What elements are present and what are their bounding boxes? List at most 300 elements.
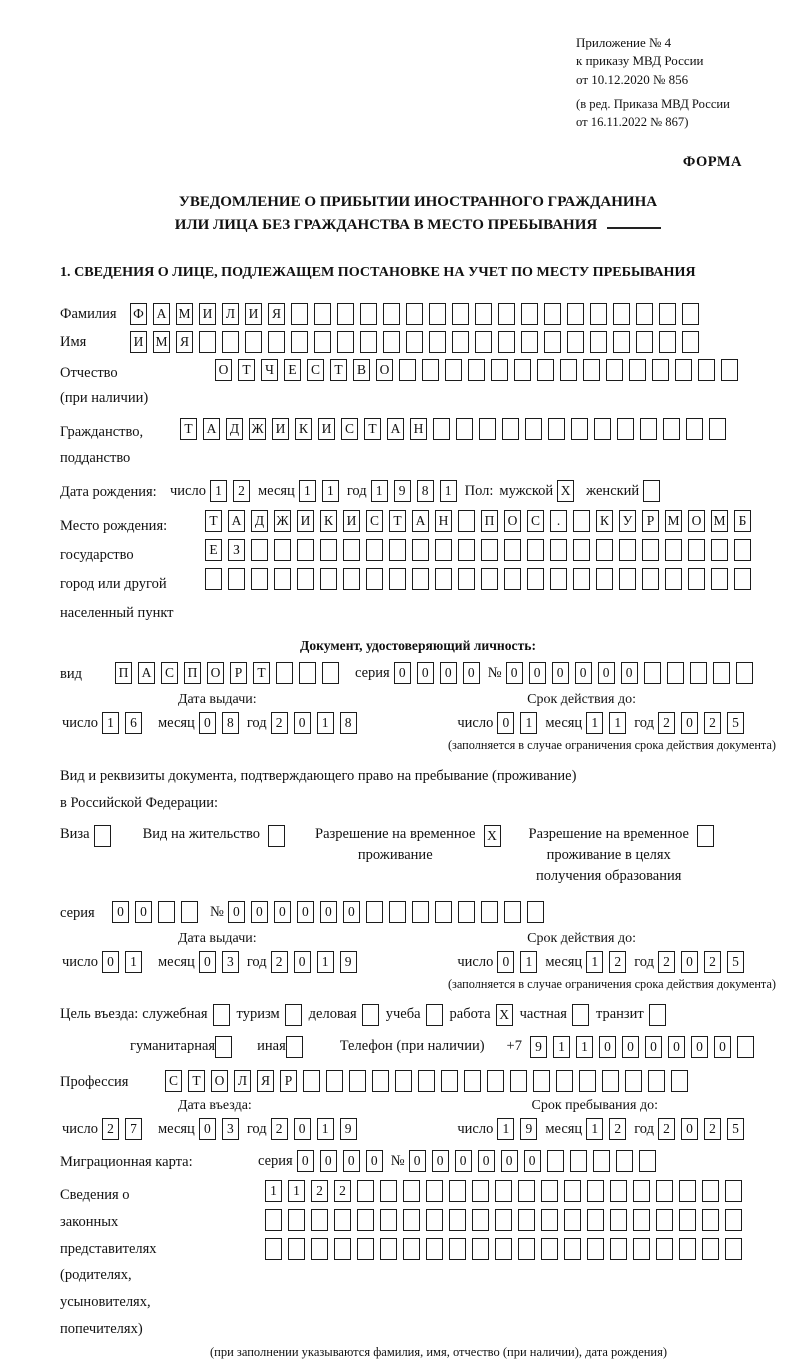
char-cell[interactable]: 0 — [529, 662, 546, 684]
char-cell[interactable]: Т — [253, 662, 270, 684]
char-cell[interactable] — [481, 568, 498, 590]
sex-female-checkbox[interactable] — [643, 480, 660, 502]
char-cell[interactable] — [228, 568, 245, 590]
char-cell[interactable]: 1 — [520, 951, 537, 973]
char-cell[interactable]: 0 — [691, 1036, 708, 1058]
char-cell[interactable]: 0 — [251, 901, 268, 923]
char-cell[interactable] — [445, 359, 462, 381]
char-cell[interactable] — [590, 331, 607, 353]
char-cell[interactable]: А — [387, 418, 404, 440]
char-cell[interactable] — [587, 1209, 604, 1231]
char-cell[interactable] — [320, 568, 337, 590]
char-cell[interactable] — [560, 359, 577, 381]
char-cell[interactable] — [268, 331, 285, 353]
char-cell[interactable] — [702, 1209, 719, 1231]
char-cell[interactable]: 1 — [288, 1180, 305, 1202]
char-cell[interactable] — [721, 359, 738, 381]
char-cell[interactable] — [274, 539, 291, 561]
char-cell[interactable]: Т — [389, 510, 406, 532]
char-cell[interactable]: Ф — [130, 303, 147, 325]
char-cell[interactable] — [583, 359, 600, 381]
char-cell[interactable] — [629, 359, 646, 381]
char-cell[interactable] — [472, 1209, 489, 1231]
char-cell[interactable]: 1 — [371, 480, 388, 502]
char-cell[interactable]: А — [138, 662, 155, 684]
char-cell[interactable] — [736, 662, 753, 684]
char-cell[interactable] — [633, 1180, 650, 1202]
char-cell[interactable]: 0 — [320, 901, 337, 923]
char-cell[interactable] — [458, 539, 475, 561]
char-cell[interactable] — [383, 303, 400, 325]
char-cell[interactable] — [709, 418, 726, 440]
char-cell[interactable] — [412, 539, 429, 561]
char-cell[interactable]: 1 — [210, 480, 227, 502]
char-cell[interactable] — [472, 1238, 489, 1260]
char-cell[interactable] — [734, 568, 751, 590]
char-cell[interactable] — [550, 568, 567, 590]
char-cell[interactable] — [468, 359, 485, 381]
char-cell[interactable]: А — [228, 510, 245, 532]
char-cell[interactable] — [343, 568, 360, 590]
char-cell[interactable] — [481, 901, 498, 923]
char-cell[interactable]: Л — [234, 1070, 251, 1092]
char-cell[interactable] — [518, 1238, 535, 1260]
char-cell[interactable] — [389, 568, 406, 590]
char-cell[interactable]: 0 — [199, 951, 216, 973]
char-cell[interactable] — [406, 303, 423, 325]
char-cell[interactable]: 0 — [455, 1150, 472, 1172]
char-cell[interactable] — [527, 539, 544, 561]
char-cell[interactable]: И — [272, 418, 289, 440]
char-cell[interactable]: П — [184, 662, 201, 684]
char-cell[interactable] — [399, 359, 416, 381]
char-cell[interactable] — [656, 1209, 673, 1231]
char-cell[interactable]: 0 — [497, 712, 514, 734]
char-cell[interactable]: 0 — [432, 1150, 449, 1172]
char-cell[interactable] — [222, 331, 239, 353]
char-cell[interactable] — [297, 539, 314, 561]
char-cell[interactable] — [633, 1238, 650, 1260]
char-cell[interactable] — [495, 1180, 512, 1202]
char-cell[interactable] — [682, 303, 699, 325]
char-cell[interactable]: 1 — [609, 712, 626, 734]
char-cell[interactable] — [688, 568, 705, 590]
char-cell[interactable]: 0 — [524, 1150, 541, 1172]
char-cell[interactable] — [596, 539, 613, 561]
char-cell[interactable] — [725, 1238, 742, 1260]
char-cell[interactable] — [158, 901, 175, 923]
char-cell[interactable]: 1 — [299, 480, 316, 502]
char-cell[interactable]: Ж — [249, 418, 266, 440]
char-cell[interactable]: Т — [205, 510, 222, 532]
char-cell[interactable]: 0 — [199, 1118, 216, 1140]
char-cell[interactable]: 2 — [658, 1118, 675, 1140]
char-cell[interactable] — [690, 662, 707, 684]
char-cell[interactable] — [441, 1070, 458, 1092]
char-cell[interactable] — [679, 1238, 696, 1260]
char-cell[interactable] — [639, 1150, 656, 1172]
purpose-humanitarian-checkbox[interactable] — [215, 1036, 232, 1058]
char-cell[interactable] — [311, 1238, 328, 1260]
char-cell[interactable] — [366, 901, 383, 923]
char-cell[interactable]: И — [199, 303, 216, 325]
char-cell[interactable] — [274, 568, 291, 590]
char-cell[interactable] — [616, 1150, 633, 1172]
char-cell[interactable] — [199, 331, 216, 353]
char-cell[interactable] — [596, 568, 613, 590]
char-cell[interactable] — [533, 1070, 550, 1092]
char-cell[interactable] — [659, 303, 676, 325]
char-cell[interactable]: 2 — [704, 951, 721, 973]
char-cell[interactable] — [495, 1238, 512, 1260]
char-cell[interactable]: Я — [257, 1070, 274, 1092]
char-cell[interactable] — [452, 331, 469, 353]
purpose-transit-checkbox[interactable] — [649, 1004, 666, 1026]
purpose-study-checkbox[interactable] — [426, 1004, 443, 1026]
char-cell[interactable]: Я — [268, 303, 285, 325]
char-cell[interactable] — [334, 1238, 351, 1260]
char-cell[interactable] — [395, 1070, 412, 1092]
char-cell[interactable] — [504, 568, 521, 590]
char-cell[interactable]: 0 — [343, 901, 360, 923]
char-cell[interactable] — [429, 303, 446, 325]
char-cell[interactable] — [656, 1238, 673, 1260]
char-cell[interactable]: 2 — [658, 951, 675, 973]
char-cell[interactable] — [360, 303, 377, 325]
char-cell[interactable] — [737, 1036, 754, 1058]
char-cell[interactable] — [564, 1238, 581, 1260]
char-cell[interactable]: О — [207, 662, 224, 684]
char-cell[interactable]: Ж — [274, 510, 291, 532]
char-cell[interactable]: 0 — [297, 1150, 314, 1172]
char-cell[interactable]: 0 — [497, 951, 514, 973]
char-cell[interactable]: Б — [734, 510, 751, 532]
char-cell[interactable]: 0 — [366, 1150, 383, 1172]
char-cell[interactable] — [525, 418, 542, 440]
char-cell[interactable] — [498, 303, 515, 325]
char-cell[interactable] — [587, 1238, 604, 1260]
char-cell[interactable]: Д — [251, 510, 268, 532]
char-cell[interactable] — [541, 1238, 558, 1260]
residence-permit-checkbox[interactable] — [268, 825, 285, 847]
char-cell[interactable]: 8 — [340, 712, 357, 734]
char-cell[interactable]: 0 — [440, 662, 457, 684]
char-cell[interactable] — [571, 418, 588, 440]
char-cell[interactable] — [297, 568, 314, 590]
char-cell[interactable] — [625, 1070, 642, 1092]
char-cell[interactable]: 1 — [125, 951, 142, 973]
char-cell[interactable]: 2 — [334, 1180, 351, 1202]
char-cell[interactable] — [481, 539, 498, 561]
char-cell[interactable] — [357, 1238, 374, 1260]
char-cell[interactable] — [521, 331, 538, 353]
char-cell[interactable] — [389, 901, 406, 923]
char-cell[interactable]: М — [176, 303, 193, 325]
char-cell[interactable]: 5 — [727, 951, 744, 973]
char-cell[interactable] — [636, 303, 653, 325]
char-cell[interactable] — [291, 331, 308, 353]
char-cell[interactable] — [366, 539, 383, 561]
char-cell[interactable]: Р — [280, 1070, 297, 1092]
char-cell[interactable] — [326, 1070, 343, 1092]
char-cell[interactable]: 0 — [274, 901, 291, 923]
char-cell[interactable]: 0 — [294, 951, 311, 973]
char-cell[interactable]: 0 — [645, 1036, 662, 1058]
char-cell[interactable]: И — [245, 303, 262, 325]
char-cell[interactable]: Н — [435, 510, 452, 532]
char-cell[interactable] — [449, 1180, 466, 1202]
char-cell[interactable]: 0 — [394, 662, 411, 684]
char-cell[interactable]: 5 — [727, 1118, 744, 1140]
char-cell[interactable]: 0 — [294, 712, 311, 734]
char-cell[interactable]: 9 — [530, 1036, 547, 1058]
char-cell[interactable] — [613, 303, 630, 325]
temp-residence-education-checkbox[interactable] — [697, 825, 714, 847]
char-cell[interactable] — [514, 359, 531, 381]
char-cell[interactable]: А — [412, 510, 429, 532]
char-cell[interactable]: 2 — [658, 712, 675, 734]
char-cell[interactable]: Т — [364, 418, 381, 440]
char-cell[interactable]: 0 — [409, 1150, 426, 1172]
char-cell[interactable]: Т — [238, 359, 255, 381]
char-cell[interactable]: 0 — [681, 951, 698, 973]
char-cell[interactable] — [590, 303, 607, 325]
char-cell[interactable]: 9 — [520, 1118, 537, 1140]
char-cell[interactable] — [636, 331, 653, 353]
char-cell[interactable]: 0 — [668, 1036, 685, 1058]
char-cell[interactable]: 0 — [417, 662, 434, 684]
char-cell[interactable]: 0 — [622, 1036, 639, 1058]
char-cell[interactable]: 0 — [506, 662, 523, 684]
char-cell[interactable] — [573, 568, 590, 590]
char-cell[interactable] — [265, 1209, 282, 1231]
char-cell[interactable] — [648, 1070, 665, 1092]
char-cell[interactable] — [403, 1238, 420, 1260]
char-cell[interactable]: 1 — [440, 480, 457, 502]
char-cell[interactable]: З — [228, 539, 245, 561]
char-cell[interactable] — [372, 1070, 389, 1092]
char-cell[interactable]: И — [318, 418, 335, 440]
char-cell[interactable] — [487, 1070, 504, 1092]
char-cell[interactable]: 2 — [271, 951, 288, 973]
char-cell[interactable]: Я — [176, 331, 193, 353]
char-cell[interactable]: 0 — [575, 662, 592, 684]
char-cell[interactable] — [587, 1180, 604, 1202]
char-cell[interactable] — [640, 418, 657, 440]
purpose-commercial-checkbox[interactable] — [362, 1004, 379, 1026]
char-cell[interactable] — [698, 359, 715, 381]
char-cell[interactable] — [702, 1180, 719, 1202]
char-cell[interactable] — [205, 568, 222, 590]
sex-male-checkbox[interactable]: X — [557, 480, 574, 502]
char-cell[interactable] — [667, 662, 684, 684]
char-cell[interactable]: 9 — [394, 480, 411, 502]
char-cell[interactable]: 0 — [112, 901, 129, 923]
char-cell[interactable]: О — [376, 359, 393, 381]
char-cell[interactable] — [573, 539, 590, 561]
char-cell[interactable] — [725, 1180, 742, 1202]
char-cell[interactable] — [567, 303, 584, 325]
char-cell[interactable]: 0 — [463, 662, 480, 684]
char-cell[interactable]: . — [550, 510, 567, 532]
char-cell[interactable] — [449, 1238, 466, 1260]
char-cell[interactable] — [245, 331, 262, 353]
char-cell[interactable]: 0 — [714, 1036, 731, 1058]
char-cell[interactable] — [713, 662, 730, 684]
char-cell[interactable]: Д — [226, 418, 243, 440]
char-cell[interactable] — [475, 303, 492, 325]
char-cell[interactable]: 7 — [125, 1118, 142, 1140]
char-cell[interactable]: 1 — [497, 1118, 514, 1140]
char-cell[interactable]: 6 — [125, 712, 142, 734]
char-cell[interactable]: К — [596, 510, 613, 532]
char-cell[interactable] — [594, 418, 611, 440]
char-cell[interactable] — [299, 662, 316, 684]
char-cell[interactable] — [288, 1209, 305, 1231]
char-cell[interactable] — [544, 303, 561, 325]
char-cell[interactable]: У — [619, 510, 636, 532]
purpose-tourism-checkbox[interactable] — [285, 1004, 302, 1026]
char-cell[interactable] — [276, 662, 293, 684]
char-cell[interactable] — [337, 303, 354, 325]
char-cell[interactable]: 0 — [320, 1150, 337, 1172]
char-cell[interactable]: 2 — [609, 951, 626, 973]
char-cell[interactable] — [702, 1238, 719, 1260]
char-cell[interactable] — [548, 418, 565, 440]
char-cell[interactable] — [360, 331, 377, 353]
char-cell[interactable] — [334, 1209, 351, 1231]
char-cell[interactable] — [679, 1180, 696, 1202]
char-cell[interactable] — [426, 1238, 443, 1260]
char-cell[interactable] — [567, 331, 584, 353]
char-cell[interactable]: 0 — [501, 1150, 518, 1172]
char-cell[interactable] — [564, 1209, 581, 1231]
char-cell[interactable] — [711, 539, 728, 561]
purpose-business-checkbox[interactable] — [213, 1004, 230, 1026]
char-cell[interactable]: А — [153, 303, 170, 325]
char-cell[interactable] — [464, 1070, 481, 1092]
char-cell[interactable]: П — [115, 662, 132, 684]
char-cell[interactable] — [613, 331, 630, 353]
char-cell[interactable] — [570, 1150, 587, 1172]
char-cell[interactable] — [314, 331, 331, 353]
char-cell[interactable] — [541, 1180, 558, 1202]
char-cell[interactable] — [541, 1209, 558, 1231]
char-cell[interactable]: 0 — [621, 662, 638, 684]
char-cell[interactable]: 1 — [520, 712, 537, 734]
char-cell[interactable]: И — [130, 331, 147, 353]
char-cell[interactable] — [573, 510, 590, 532]
char-cell[interactable] — [610, 1209, 627, 1231]
char-cell[interactable] — [504, 539, 521, 561]
char-cell[interactable] — [527, 568, 544, 590]
char-cell[interactable]: 2 — [311, 1180, 328, 1202]
char-cell[interactable] — [418, 1070, 435, 1092]
char-cell[interactable] — [656, 1180, 673, 1202]
char-cell[interactable]: 2 — [704, 1118, 721, 1140]
char-cell[interactable]: 1 — [317, 951, 334, 973]
char-cell[interactable] — [380, 1238, 397, 1260]
char-cell[interactable] — [610, 1238, 627, 1260]
char-cell[interactable]: 1 — [322, 480, 339, 502]
temp-residence-checkbox[interactable]: X — [484, 825, 501, 847]
char-cell[interactable]: 9 — [340, 1118, 357, 1140]
char-cell[interactable] — [435, 539, 452, 561]
char-cell[interactable]: Т — [180, 418, 197, 440]
char-cell[interactable]: 1 — [576, 1036, 593, 1058]
char-cell[interactable]: 0 — [681, 712, 698, 734]
char-cell[interactable]: 8 — [222, 712, 239, 734]
char-cell[interactable]: 0 — [135, 901, 152, 923]
char-cell[interactable]: 1 — [265, 1180, 282, 1202]
char-cell[interactable] — [366, 568, 383, 590]
char-cell[interactable] — [579, 1070, 596, 1092]
char-cell[interactable]: 2 — [102, 1118, 119, 1140]
char-cell[interactable] — [665, 568, 682, 590]
char-cell[interactable]: 1 — [317, 1118, 334, 1140]
char-cell[interactable] — [682, 331, 699, 353]
char-cell[interactable]: И — [297, 510, 314, 532]
char-cell[interactable] — [642, 539, 659, 561]
char-cell[interactable] — [642, 568, 659, 590]
char-cell[interactable]: 1 — [317, 712, 334, 734]
char-cell[interactable]: 3 — [222, 951, 239, 973]
char-cell[interactable] — [537, 359, 554, 381]
char-cell[interactable] — [322, 662, 339, 684]
visa-checkbox[interactable] — [94, 825, 111, 847]
char-cell[interactable] — [380, 1180, 397, 1202]
char-cell[interactable] — [389, 539, 406, 561]
char-cell[interactable] — [435, 568, 452, 590]
char-cell[interactable]: К — [295, 418, 312, 440]
char-cell[interactable] — [349, 1070, 366, 1092]
char-cell[interactable] — [593, 1150, 610, 1172]
char-cell[interactable]: О — [215, 359, 232, 381]
char-cell[interactable]: 2 — [271, 1118, 288, 1140]
char-cell[interactable]: 0 — [199, 712, 216, 734]
char-cell[interactable] — [498, 331, 515, 353]
char-cell[interactable] — [644, 662, 661, 684]
char-cell[interactable]: 0 — [599, 1036, 616, 1058]
char-cell[interactable] — [495, 1209, 512, 1231]
char-cell[interactable] — [547, 1150, 564, 1172]
char-cell[interactable] — [449, 1209, 466, 1231]
char-cell[interactable] — [383, 331, 400, 353]
char-cell[interactable] — [734, 539, 751, 561]
char-cell[interactable] — [251, 539, 268, 561]
char-cell[interactable] — [458, 568, 475, 590]
char-cell[interactable] — [606, 359, 623, 381]
char-cell[interactable]: 1 — [553, 1036, 570, 1058]
char-cell[interactable] — [504, 901, 521, 923]
char-cell[interactable]: О — [211, 1070, 228, 1092]
char-cell[interactable]: 0 — [294, 1118, 311, 1140]
char-cell[interactable]: О — [688, 510, 705, 532]
char-cell[interactable] — [403, 1180, 420, 1202]
char-cell[interactable]: 0 — [598, 662, 615, 684]
char-cell[interactable]: 0 — [228, 901, 245, 923]
char-cell[interactable]: С — [366, 510, 383, 532]
char-cell[interactable] — [663, 418, 680, 440]
char-cell[interactable]: 1 — [586, 712, 603, 734]
char-cell[interactable]: 2 — [609, 1118, 626, 1140]
char-cell[interactable] — [452, 303, 469, 325]
char-cell[interactable]: М — [665, 510, 682, 532]
char-cell[interactable] — [320, 539, 337, 561]
char-cell[interactable] — [435, 901, 452, 923]
char-cell[interactable] — [406, 331, 423, 353]
char-cell[interactable] — [291, 303, 308, 325]
